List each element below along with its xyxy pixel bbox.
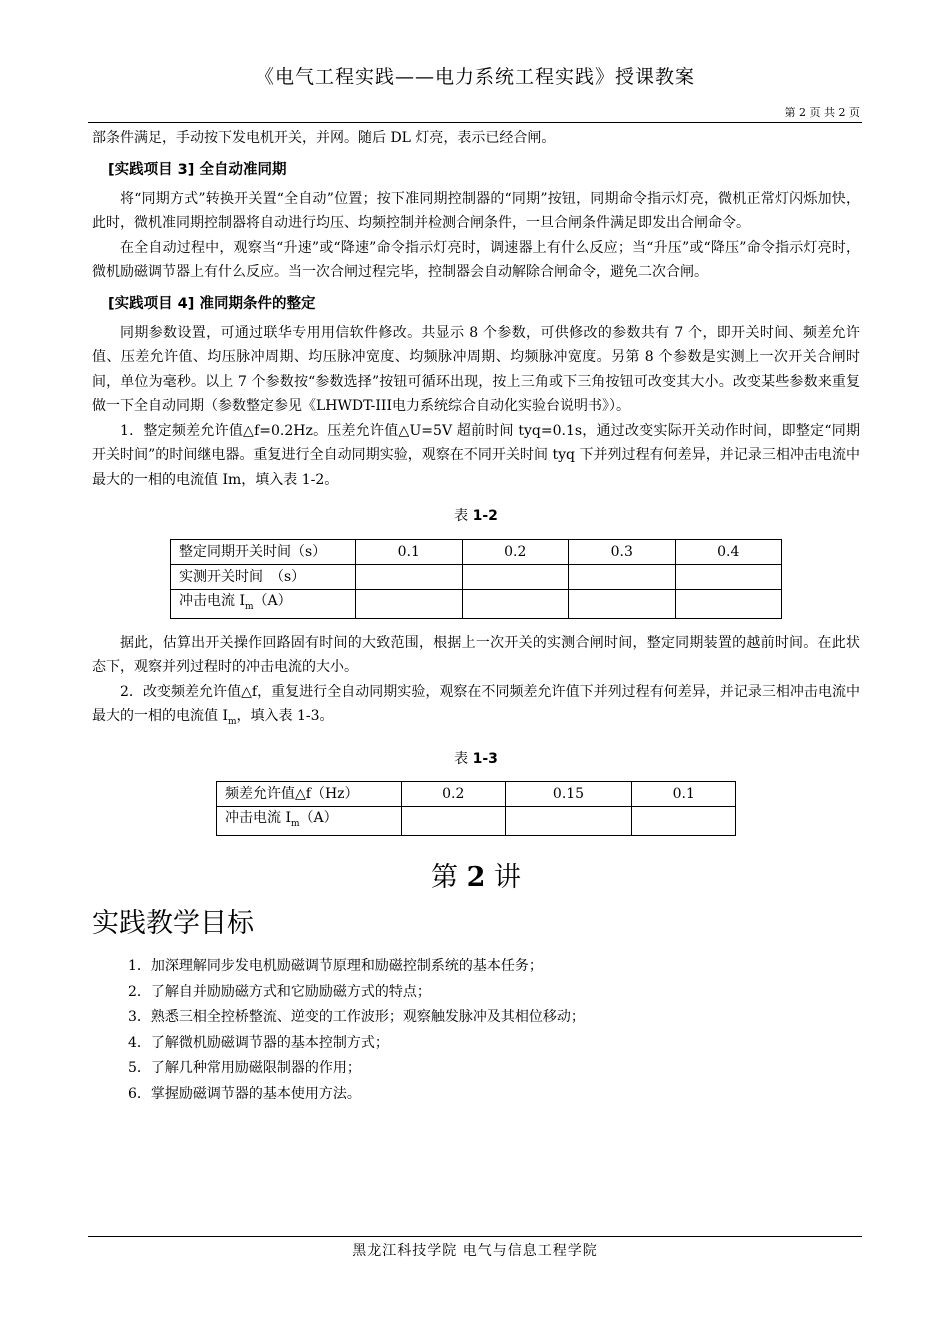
- table-cell-label: [171, 589, 356, 618]
- lecture-number: 2: [466, 862, 486, 893]
- table-cell: 0.2: [402, 782, 506, 807]
- table-cell: [675, 564, 782, 589]
- table-1-2: [170, 539, 782, 619]
- table-cell-label: [217, 807, 402, 836]
- table-cell: [505, 807, 632, 836]
- table-cell: [356, 564, 463, 589]
- table-1-3-caption: [92, 747, 860, 772]
- table-cell-label: 频差允许值△f（Hz）: [217, 782, 402, 807]
- page-content: [92, 126, 860, 1107]
- table-cell: 0.3: [569, 539, 676, 564]
- list-item: 6．掌握励磁调节器的基本使用方法。: [128, 1085, 361, 1102]
- table-cell: [462, 589, 569, 618]
- table-row: [171, 589, 782, 618]
- table-cell: 0.1: [632, 782, 736, 807]
- document-header-title: 《电气工程实践——电力系统工程实践》授课教案: [254, 66, 695, 88]
- item4-heading: [108, 291, 860, 317]
- paragraph-item-2: [92, 680, 860, 735]
- current-unit: （A）: [253, 592, 292, 609]
- footer-divider: [88, 1236, 862, 1237]
- header-divider: [88, 122, 862, 123]
- table-cell: 0.15: [505, 782, 632, 807]
- current-subscript: m: [244, 601, 254, 612]
- table-cell: [356, 589, 463, 618]
- list-item: 5．了解几种常用励磁限制器的作用；: [128, 1060, 361, 1076]
- table-1-2-caption-prefix: 表: [454, 508, 469, 524]
- table-cell: 0.1: [356, 539, 463, 564]
- item4-label: [实践项目 4]: [108, 295, 195, 312]
- lecture-prefix: 第: [431, 862, 458, 893]
- current-unit: （A）: [299, 810, 338, 826]
- page-number: 第 2 页 共 2 页: [784, 106, 860, 119]
- table-row: [217, 807, 736, 836]
- table-1-2-caption: [92, 504, 860, 529]
- list-item: 4．了解微机励磁调节器的基本控制方式；: [128, 1034, 389, 1051]
- section-title: 实践教学目标: [92, 908, 254, 939]
- table-cell: [569, 564, 676, 589]
- item3-title: 全自动准同期: [199, 161, 287, 178]
- item3-paragraph-2: 在全自动过程中，观察当“升速”或“降速”命令指示灯亮时，调速器上有什么反应；当“升压”或“降压”命令指示灯亮时，微机励磁调节器上有什么反应。当一次合闸过程完毕，控制器会自动解除合闸命令，避免二次合闸。: [92, 239, 860, 280]
- table-cell: [462, 564, 569, 589]
- paragraph-item-2-subscript: m: [227, 717, 237, 727]
- table-1-3-caption-number: 1-3: [472, 750, 498, 767]
- table-cell-label: 实测开关时间 （s）: [171, 564, 356, 589]
- table-row: [217, 782, 736, 807]
- table-cell: 0.2: [462, 539, 569, 564]
- item3-heading: [108, 157, 860, 183]
- paragraph-continued: 部条件满足，手动按下发电机开关，并网。随后 DL 灯亮，表示已经合闸。: [92, 130, 556, 146]
- paragraph-after-table-1-2: 据此，估算出开关操作回路固有时间的大致范围，根据上一次开关的实测合闸时间，整定同期装置的越前时间。在此状态下，观察并列过程时的冲击电流的大小。: [92, 634, 860, 675]
- table-cell: [569, 589, 676, 618]
- current-subscript: m: [290, 819, 300, 829]
- lecture-suffix: 讲: [493, 862, 521, 893]
- table-row: [171, 564, 782, 589]
- table-1-3-caption-prefix: 表: [454, 750, 469, 767]
- paragraph-item-2-tail: ，填入表 1-3。: [236, 708, 334, 724]
- table-cell: [402, 807, 506, 836]
- list-item: 3．熟悉三相全控桥整流、逆变的工作波形；观察触发脉冲及其相位移动；: [128, 1009, 585, 1025]
- table-cell: [675, 589, 782, 618]
- table-cell: [632, 807, 736, 836]
- paragraph-item-2-text: 2．改变频差允许值△f，重复进行全自动同期实验，观察在不同频差允许值下并列过程有何差异，并记录三相冲击电流中最大的一相的电流值 I: [92, 683, 860, 724]
- table-row: [171, 539, 782, 564]
- current-label: 冲击电流 I: [225, 810, 291, 826]
- table-cell: 0.4: [675, 539, 782, 564]
- item4-paragraph-2: 1．整定频差允许值△f=0.2Hz。压差允许值△U=5V 超前时间 tyq=0.1s，通过改变实际开关动作时间，即整定“同期开关时间”的时间继电器。重复进行全自动同期实验，观察在不同开关时间 tyq 下并列过程有何差异，并记录三相冲击电流中最大的一相的电流值 Im，填入表 1-2。: [92, 422, 860, 488]
- table-1-3: [216, 781, 736, 836]
- current-label: 冲击电流 I: [179, 592, 245, 609]
- list-item: 1．加深理解同步发电机励磁调节原理和励磁控制系统的基本任务；: [128, 958, 543, 974]
- list-item: 2．了解自并励励磁方式和它励励磁方式的特点；: [128, 983, 431, 1000]
- lecture-title: [92, 858, 860, 898]
- item3-label: [实践项目 3]: [108, 161, 195, 178]
- item4-paragraph-1: 同期参数设置，可通过联华专用用信软件修改。共显示 8 个参数，可供修改的参数共有 7 个，即开关时间、频差允许值、压差允许值、均压脉冲周期、均压脉冲宽度、均频脉冲周期、均频脉冲宽度。另第 8 个参数是实测上一次开关合闸时间，单位为毫秒。以上 7 个参数按“参数选择”按钮可循环出现，按上三角或下三角按钮可改变其大小。改变某些参数来重复做一下全自动同期（参数整定参见《LHWDT-III电力系统综合自动化实验台说明书》）。: [92, 324, 860, 414]
- item4-title: 准同期条件的整定: [199, 295, 316, 312]
- footer-institution: 黑龙江科技学院 电气与信息工程学院: [352, 1243, 598, 1259]
- table-cell-label: 整定同期开关时间（s）: [171, 539, 356, 564]
- item3-paragraph-1: 将“同期方式”转换开关置“全自动”位置；按下准同期控制器的“同期”按钮，同期命令指示灯亮，微机正常灯闪烁加快，此时，微机准同期控制器将自动进行均压、均频控制并检测合闸条件，一旦合闸条件满足即发出合闸命令。: [92, 190, 860, 231]
- table-1-2-caption-number: 1-2: [472, 508, 498, 524]
